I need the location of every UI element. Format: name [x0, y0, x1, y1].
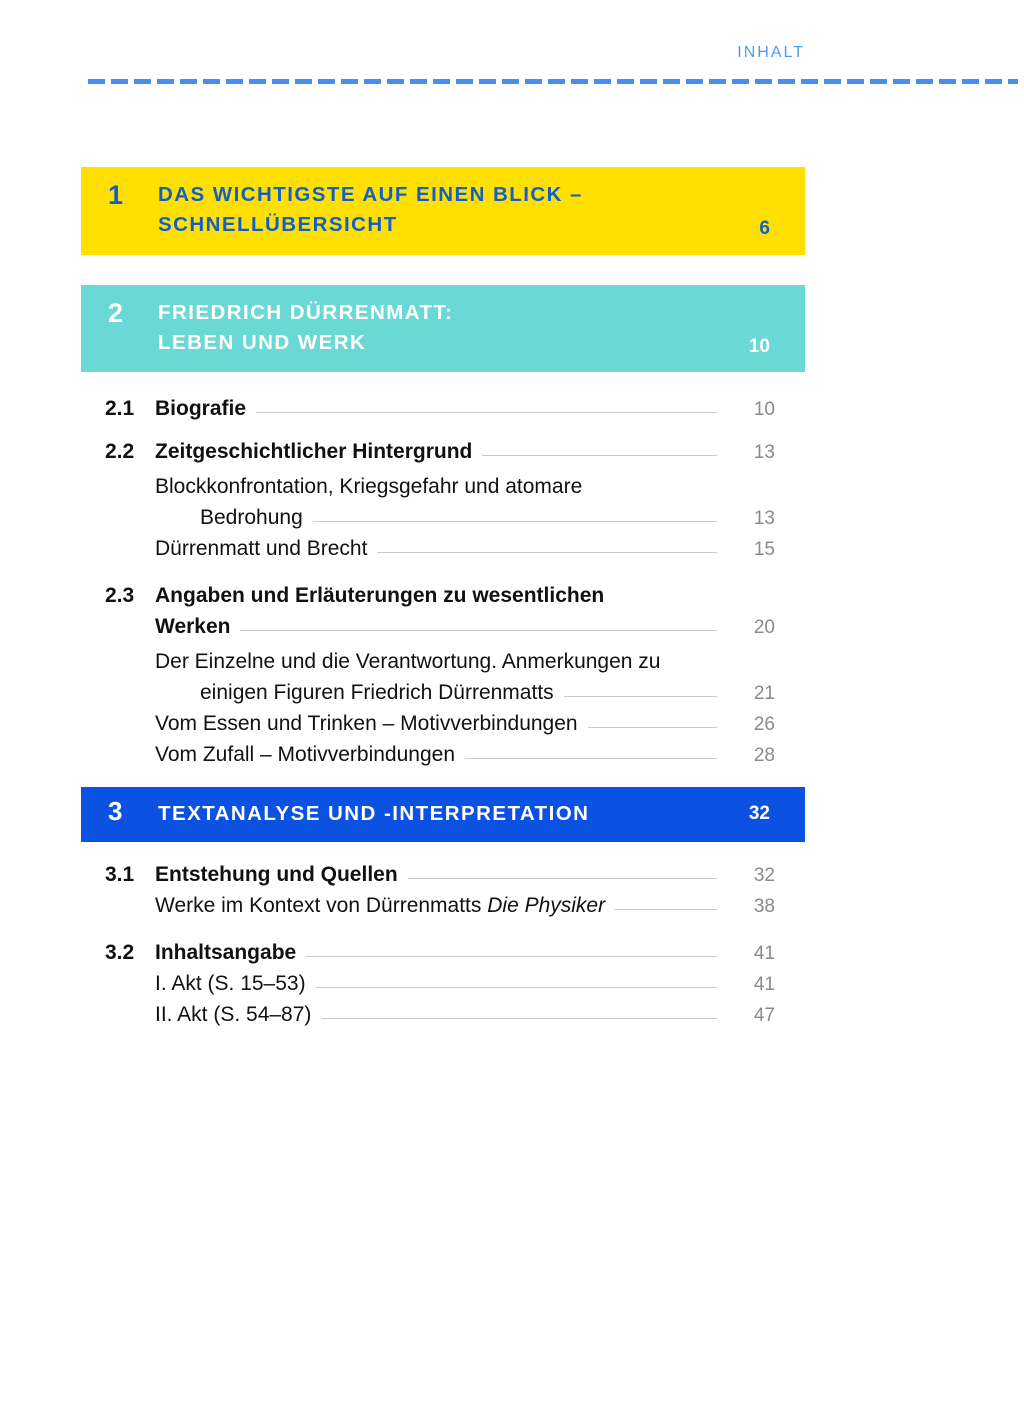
entry-number: 3.2 [105, 940, 135, 964]
toc-entry-akt-2[interactable] [81, 1004, 805, 1025]
entry-page-number: 38 [753, 895, 775, 917]
spacer [81, 462, 805, 476]
entry-body [155, 616, 729, 637]
spacer [81, 419, 805, 441]
toc-entry-3-1[interactable] [81, 864, 805, 885]
entry-number: 2.1 [105, 397, 135, 421]
entry-page-number: 10 [753, 399, 775, 421]
spacer [81, 372, 805, 398]
chapter-2-entries [81, 372, 805, 765]
spacer [81, 497, 805, 507]
entry-label: Dürrenmatt und Brecht [155, 537, 368, 561]
leader-line [377, 551, 717, 553]
entry-page-number: 20 [753, 617, 775, 639]
entry-body [155, 538, 729, 559]
toc-entry-2-2[interactable] [81, 441, 805, 462]
entry-label: Vom Zufall – Motivverbindungen [155, 743, 455, 767]
chapter-title-line-2: LEBEN UND WERK [158, 330, 367, 354]
chapter-title-line-1: DAS WICHTIGSTE AUF EINEN BLICK – [158, 183, 583, 206]
table-of-contents [81, 167, 805, 1025]
toc-entry-duerrenmatt-und-brecht[interactable] [81, 538, 805, 559]
entry-label: Werken [155, 615, 231, 639]
chapter-bar-2[interactable] [81, 285, 805, 373]
spacer [81, 916, 805, 942]
entry-page-number: 32 [753, 864, 775, 886]
spacer [81, 255, 805, 285]
entry-label: Der Einzelne und die Verantwortung. Anmerkungen zu [155, 650, 661, 674]
entry-label [155, 895, 605, 916]
entry-label: Angaben und Erläuterungen zu wesentlichen [155, 584, 605, 608]
entry-label: Zeitgeschichtlicher Hintergrund [155, 440, 473, 464]
entry-body [155, 651, 729, 672]
entry-label: II. Akt (S. 54–87) [155, 1002, 312, 1026]
entry-body [155, 895, 729, 916]
entry-body [200, 507, 729, 528]
entry-label: Blockkonfrontation, Kriegsgefahr und atomare [155, 475, 583, 499]
toc-entry-vom-zufall[interactable] [81, 744, 805, 765]
chapter-bar-1[interactable] [81, 167, 805, 255]
leader-line [564, 695, 717, 697]
chapter-title: TEXTANALYSE UND -INTERPRETATION [158, 802, 590, 826]
entry-page-number: 41 [753, 942, 775, 964]
chapter-page-number: 6 [759, 217, 770, 239]
entry-label: Vom Essen und Trinken – Motivverbindungen [155, 712, 578, 736]
spacer [81, 765, 805, 787]
entry-label: I. Akt (S. 15–53) [155, 971, 306, 995]
chapter-number: 2 [108, 297, 124, 328]
chapter-title [158, 180, 718, 241]
entry-number: 2.2 [105, 440, 135, 464]
leader-line [482, 454, 717, 456]
chapter-page-number: 10 [748, 335, 770, 357]
leader-line [316, 986, 717, 988]
spacer [81, 637, 805, 651]
leader-line [240, 629, 717, 631]
leader-line [408, 877, 717, 879]
toc-entry-2-1[interactable] [81, 398, 805, 419]
entry-label: Inhaltsangabe [155, 940, 297, 964]
toc-entry-2-3-line-1[interactable] [81, 585, 805, 606]
chapter-3-entries [81, 842, 805, 1025]
toc-entry-blockkonfrontation-line-2[interactable] [81, 507, 805, 528]
leader-line [615, 908, 717, 910]
leader-line [588, 726, 717, 728]
entry-page-number: 26 [753, 714, 775, 736]
entry-body [155, 398, 729, 419]
leader-line [313, 520, 717, 522]
entry-label-work-title: Die Physiker [487, 893, 606, 917]
entry-body [155, 1004, 729, 1025]
chapter-page-number: 32 [748, 802, 770, 824]
toc-entry-blockkonfrontation-line-1[interactable] [81, 476, 805, 497]
entry-body [155, 864, 729, 885]
entry-label: Bedrohung [200, 506, 303, 530]
entry-label-plain: Werke im Kontext von Dürrenmatts [155, 893, 488, 917]
entry-page-number: 41 [753, 973, 775, 995]
page-running-head: INHALT [737, 44, 805, 61]
header-dashed-rule [88, 79, 1018, 84]
entry-page-number: 47 [753, 1004, 775, 1026]
entry-page-number: 13 [753, 508, 775, 530]
spacer [81, 842, 805, 864]
toc-entry-der-einzelne-line-2[interactable] [81, 682, 805, 703]
entry-body [155, 744, 729, 765]
leader-line [306, 955, 717, 957]
entry-body [155, 713, 729, 734]
chapter-number: 1 [108, 180, 124, 210]
entry-number: 3.1 [105, 862, 135, 886]
entry-page-number: 13 [753, 442, 775, 464]
entry-body [200, 682, 729, 703]
toc-entry-2-3-line-2[interactable] [81, 616, 805, 637]
spacer [81, 559, 805, 585]
entry-number: 2.3 [105, 584, 135, 608]
entry-page-number: 21 [753, 683, 775, 705]
entry-body [155, 585, 729, 606]
chapter-bar-3[interactable] [81, 787, 805, 841]
leader-line [321, 1017, 717, 1019]
chapter-title-line-2: SCHNELLÜBERSICHT [158, 213, 398, 237]
entry-label: Entstehung und Quellen [155, 862, 398, 886]
entry-body [155, 942, 729, 963]
entry-page-number: 15 [753, 539, 775, 561]
chapter-title-line-1: FRIEDRICH DÜRRENMATT: [158, 300, 454, 324]
toc-entry-der-einzelne-line-1[interactable] [81, 651, 805, 672]
entry-body [155, 973, 729, 994]
entry-label: einigen Figuren Friedrich Dürrenmatts [200, 681, 554, 705]
leader-line [465, 757, 717, 759]
chapter-number: 3 [108, 796, 123, 827]
toc-entry-werke-im-kontext[interactable] [81, 895, 805, 916]
chapter-title [158, 298, 718, 359]
toc-entry-akt-1[interactable] [81, 973, 805, 994]
entry-body [155, 441, 729, 462]
entry-page-number: 28 [753, 745, 775, 767]
entry-label: Biografie [155, 397, 247, 421]
leader-line [256, 411, 717, 413]
entry-body [155, 476, 729, 497]
toc-entry-3-2[interactable] [81, 942, 805, 963]
toc-entry-vom-essen-und-trinken[interactable] [81, 713, 805, 734]
